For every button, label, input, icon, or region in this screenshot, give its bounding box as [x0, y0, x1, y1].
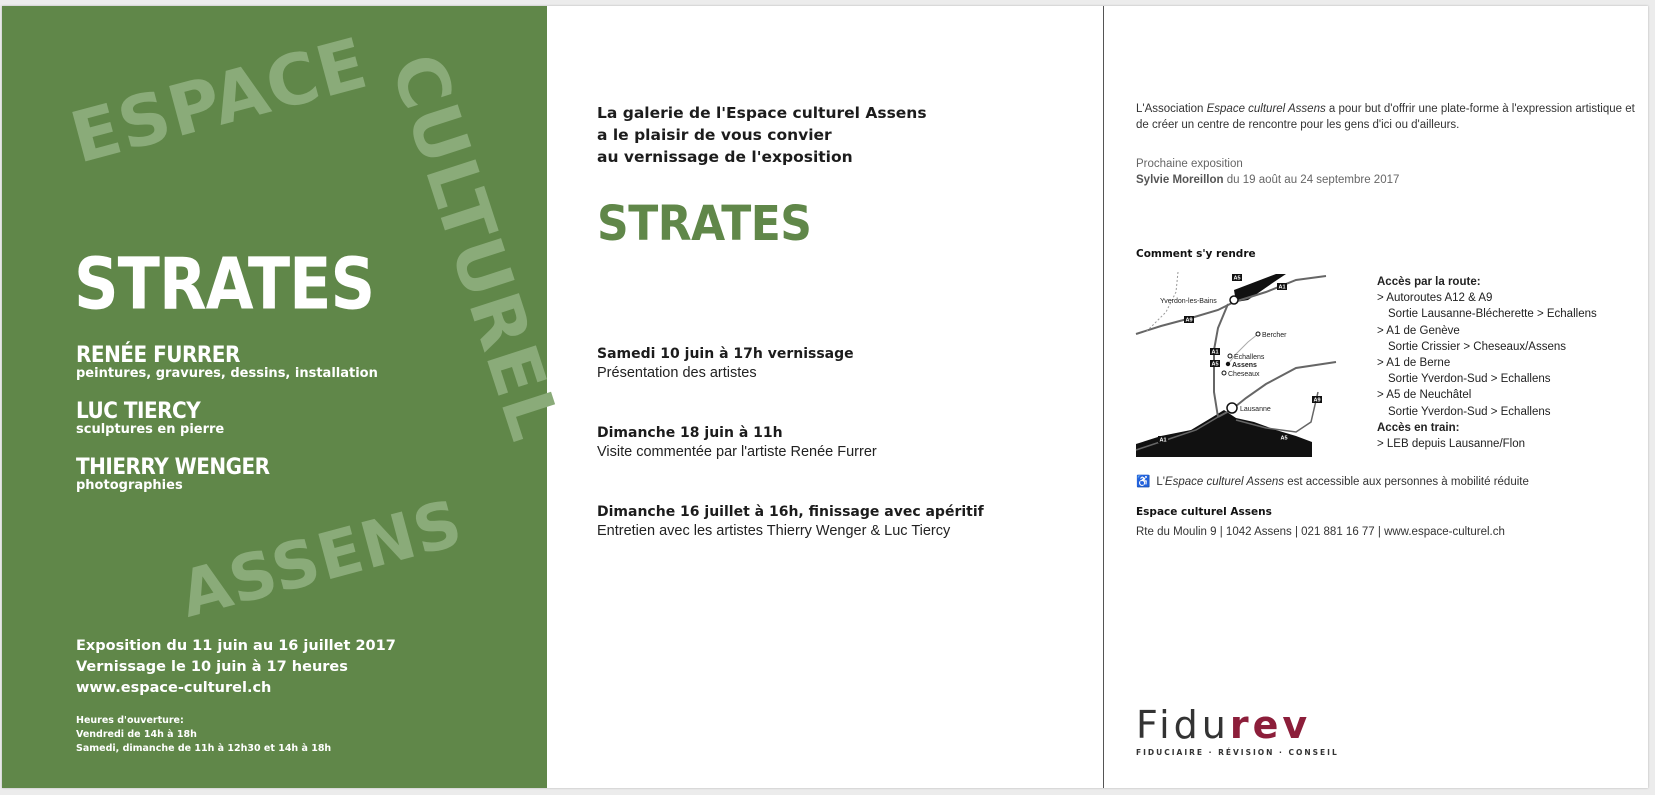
access-line: > A1 de Genève — [1377, 324, 1460, 337]
map-town-yverdon — [1230, 296, 1238, 304]
map-label-echallens: Echallens — [1234, 354, 1265, 361]
hours-label: Heures d'ouverture: — [76, 715, 184, 726]
map-road-label: A5 — [1233, 275, 1241, 282]
map-label-bercher: Bercher — [1262, 332, 1287, 339]
artist-desc: sculptures en pierre — [76, 422, 225, 437]
exhibition-info — [76, 636, 396, 699]
map-road-label: A5 — [1211, 361, 1219, 368]
cover-title: STRATES — [74, 242, 375, 326]
mobility-text-end: est accessible aux personnes à mobilité réduite — [1284, 476, 1529, 488]
mobility-venue: Espace culturel Assens — [1164, 476, 1285, 488]
watermark-culturel: CULTUREL — [374, 44, 577, 451]
map-label-lausanne: Lausanne — [1240, 406, 1271, 413]
event-when: Dimanche 18 juin à 11h — [597, 425, 783, 441]
assoc-text-end: a pour but d'offrir une plate-forme à l'expression artistique et de créer un centre de rencontre pour les gens d'ici ou d'ailleurs. — [1136, 103, 1635, 131]
map-road-label: A9 — [1185, 317, 1193, 324]
intro-line: au vernissage de l'exposition — [597, 148, 853, 166]
access-line: > LEB depuis Lausanne/Flon — [1377, 438, 1526, 451]
artist-name: THIERRY WENGER — [76, 453, 270, 480]
mobility-text-start: L' — [1156, 476, 1165, 488]
invitation-intro — [597, 102, 927, 168]
next-exhibition — [1136, 156, 1399, 188]
artist-name: LUC TIERCY — [76, 397, 201, 424]
vernissage-info: Vernissage le 10 juin à 17 heures — [76, 659, 348, 675]
logo-wordmark — [1136, 703, 1339, 747]
map-label-assens: Assens — [1232, 362, 1257, 369]
map-town-echallens — [1228, 354, 1232, 358]
access-line: Accès en train: — [1377, 421, 1460, 434]
fidurev-logo — [1136, 703, 1339, 757]
map-town-lausanne — [1227, 403, 1237, 413]
map-town-bercher — [1256, 332, 1260, 336]
hours-line: Vendredi de 14h à 18h — [76, 729, 197, 740]
hours-line: Samedi, dimanche de 11h à 12h30 et 14h à 18h — [76, 743, 332, 754]
access-map — [1136, 272, 1346, 457]
watermark-espace: ESPACE — [62, 21, 376, 180]
association-text — [1136, 101, 1636, 133]
event-what: Visite commentée par l'artiste Renée Furrer — [597, 444, 877, 460]
intro-line: La galerie de l'Espace culturel Assens — [597, 104, 927, 122]
event-what: Entretien avec les artistes Thierry Wenger & Luc Tiercy — [597, 523, 951, 539]
directions-title: Comment s'y rendre — [1136, 248, 1256, 260]
venue-name: Espace culturel Assens — [1136, 506, 1272, 518]
map-label-yverdon: Yverdon-les-Bains — [1160, 298, 1217, 305]
event-item — [597, 346, 854, 381]
map-town-cheseaux — [1222, 371, 1226, 375]
access-line: Sortie Crissier > Cheseaux/Assens — [1388, 340, 1567, 353]
logo-part-rev: rev — [1229, 703, 1312, 747]
intro-line: a le plaisir de vous convier — [597, 126, 832, 144]
exhibition-dates: Exposition du 11 juin au 16 juillet 2017 — [76, 638, 396, 654]
artist-desc: peintures, gravures, dessins, installation — [76, 366, 378, 381]
next-line — [1136, 172, 1399, 188]
next-dates: du 19 août au 24 septembre 2017 — [1223, 174, 1400, 186]
artist-block — [76, 453, 270, 493]
watermark-assens: ASSENS — [172, 486, 471, 633]
next-artist: Sylvie Moreillon — [1136, 174, 1224, 186]
logo-tagline: FIDUCIAIRE · RÉVISION · CONSEIL — [1136, 748, 1339, 757]
event-when: Dimanche 16 juillet à 16h, finissage avec apéritif — [597, 504, 984, 520]
map-road-label: A9 — [1313, 397, 1321, 404]
mobility-note — [1136, 474, 1529, 488]
event-item — [597, 504, 984, 539]
map-road-label: A1 — [1278, 284, 1286, 291]
next-label: Prochaine exposition — [1136, 158, 1243, 170]
logo-part-fidu: Fidu — [1136, 703, 1230, 747]
event-what: Présentation des artistes — [597, 365, 757, 381]
access-line: > Autoroutes A12 & A9 — [1377, 292, 1493, 305]
access-line: Accès par la route: — [1377, 276, 1481, 288]
map-road-label: A1 — [1159, 437, 1167, 444]
wheelchair-icon: ♿ — [1136, 476, 1151, 488]
event-when: Samedi 10 juin à 17h vernissage — [597, 346, 854, 362]
artist-block — [76, 341, 378, 381]
exhibition-title: STRATES — [597, 196, 812, 253]
access-line: Sortie Yverdon-Sud > Echallens — [1388, 373, 1551, 386]
cover-panel — [2, 6, 577, 788]
venue-address: Rte du Moulin 9 | 1042 Assens | 021 881 16 77 | www.espace-culturel.ch — [1136, 526, 1505, 538]
map-road-label: A5 — [1280, 435, 1288, 442]
flyer-sheet — [2, 6, 1648, 788]
map-label-cheseaux: Cheseaux — [1228, 371, 1260, 378]
opening-hours — [76, 714, 331, 756]
access-line: > A1 de Berne — [1377, 357, 1451, 370]
event-item — [597, 425, 877, 460]
access-directions — [1377, 274, 1597, 452]
assoc-text-start: L'Association — [1136, 103, 1207, 115]
map-town-assens — [1226, 362, 1230, 366]
assoc-name: Espace culturel Assens — [1206, 103, 1326, 115]
website-link[interactable]: www.espace-culturel.ch — [76, 680, 272, 696]
map-road-label: A1 — [1211, 349, 1219, 356]
access-line: Sortie Yverdon-Sud > Echallens — [1388, 405, 1551, 418]
artist-block — [76, 397, 224, 437]
artist-desc: photographies — [76, 478, 183, 493]
access-line: Sortie Lausanne-Blécherette > Echallens — [1388, 308, 1597, 321]
access-line: > A5 de Neuchâtel — [1377, 389, 1472, 402]
artist-name: RENÉE FURRER — [76, 341, 240, 368]
map-lake-leman — [1136, 410, 1312, 457]
fold-divider — [1103, 6, 1104, 788]
